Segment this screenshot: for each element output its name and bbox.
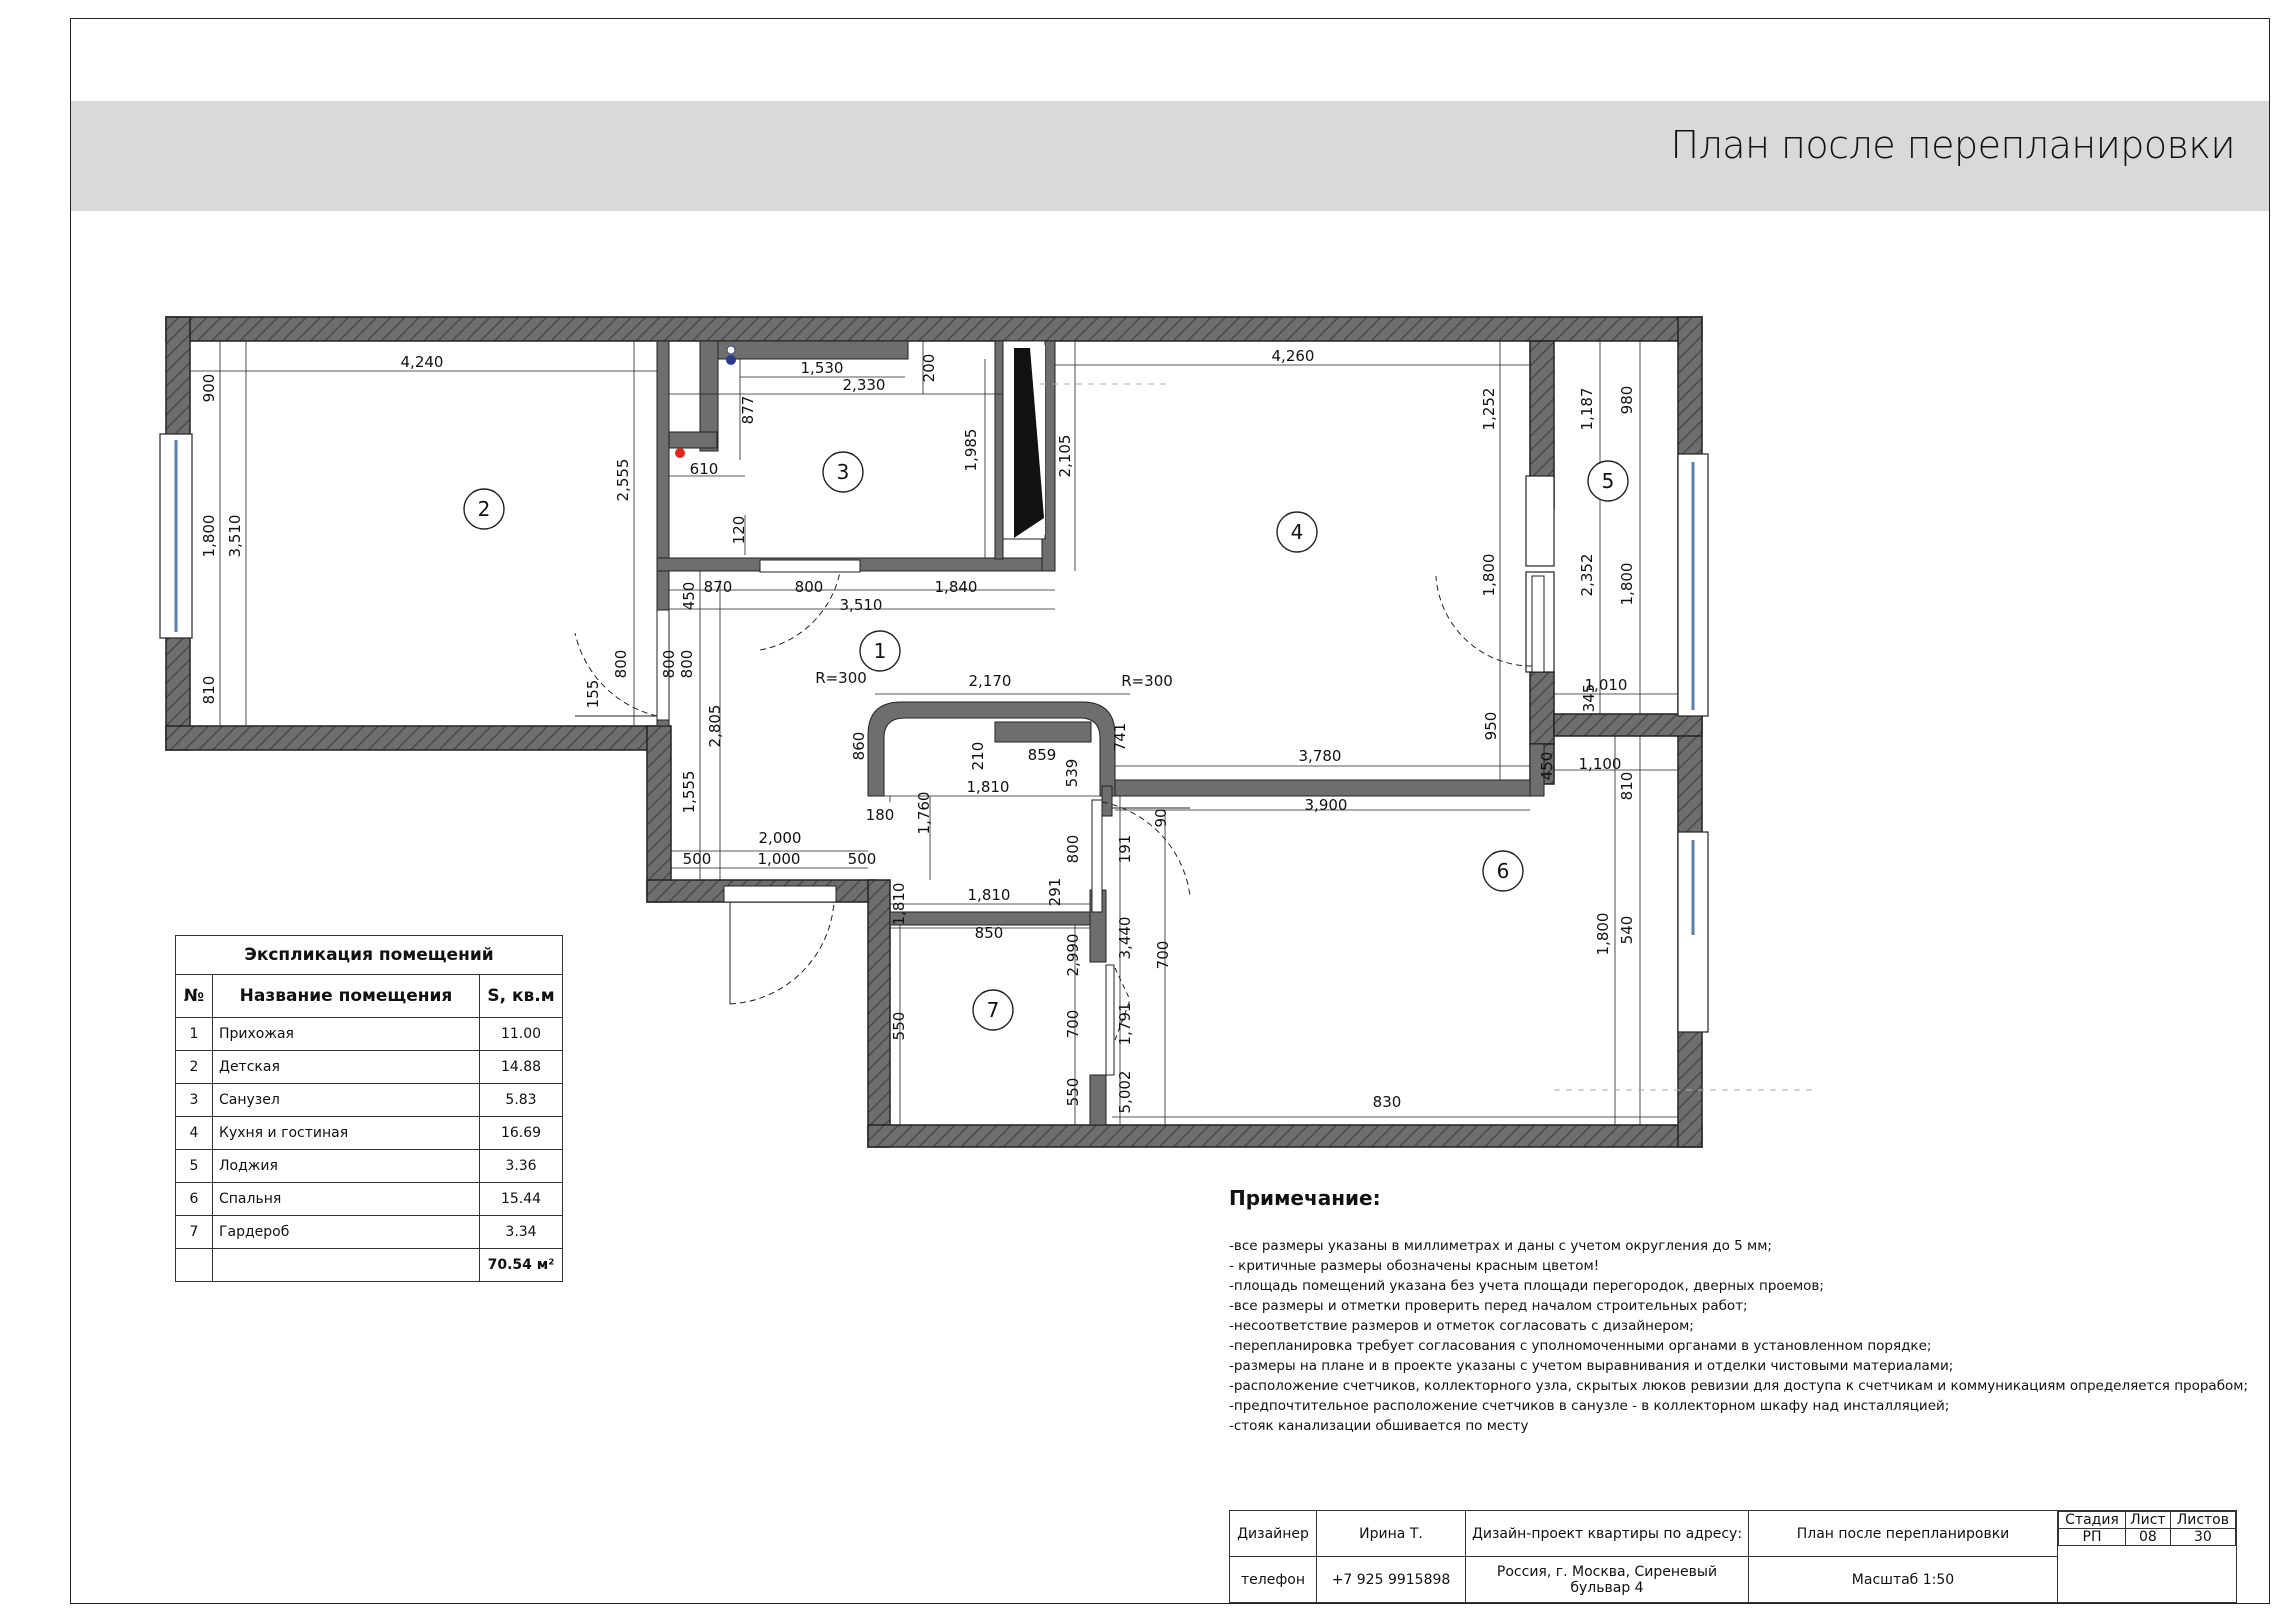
dimension-label: 191 [1116,834,1134,864]
room-marker-5 [1588,461,1628,501]
dimension-label: 200 [920,353,938,383]
dimension-label: 4,260 [1271,347,1315,365]
row-num: 2 [176,1051,213,1084]
designer-label: Дизайнер [1230,1511,1317,1557]
table-row [176,1183,563,1216]
row-num: 1 [176,1018,213,1051]
row-area: 11.00 [480,1018,563,1051]
row-num: 7 [176,1216,213,1249]
row-name: Детская [213,1051,480,1084]
note-line: -все размеры и отметки проверить перед началом строительных работ; [1229,1298,1748,1314]
dimension-label: 1,187 [1578,387,1596,431]
dimension-label: 3,510 [839,596,883,614]
row-area: 5.83 [480,1084,563,1117]
note-line: -площадь помещений указана без учета площади перегородок, дверных проемов; [1229,1278,1824,1294]
sheets-total: 30 [2170,1529,2235,1546]
dimension-label: 1,985 [962,428,980,472]
room-marker-4 [1277,512,1317,552]
stage-value: РП [2059,1529,2126,1546]
dimension-label: 500 [847,850,877,868]
table-row [176,1216,563,1249]
dimension-label: 800 [612,649,630,679]
row-name: Спальня [213,1183,480,1216]
dimension-label: 610 [689,460,719,478]
dimension-label: 120 [730,515,748,545]
dimension-label: 1,530 [800,359,844,377]
table-row [176,1117,563,1150]
dimension-label: 741 [1111,722,1129,752]
note-line: -размеры на плане и в проекте указаны с учетом выравнивания и отделки чистовыми материалами; [1229,1358,1954,1374]
total-empty-num [176,1249,213,1282]
dimension-label: 700 [1064,1009,1082,1039]
room-number: 2 [477,497,491,521]
dimension-label: 550 [1064,1077,1082,1107]
dimension-label: 1,252 [1480,387,1498,431]
dimension-label: 2,352 [1578,553,1596,597]
dimension-label: 810 [200,675,218,705]
row-num: 6 [176,1183,213,1216]
table-row [176,1018,563,1051]
note-line: -все размеры указаны в миллиметрах и даны с учетом округления до 5 мм; [1229,1238,1772,1254]
project-line1: Дизайн-проект квартиры по адресу: [1466,1511,1749,1557]
dimension-label: 2,105 [1056,434,1074,478]
row-num: 3 [176,1084,213,1117]
note-line: -предпочтительное расположение счетчиков в санузле - в коллекторном шкафу над инсталляцией; [1229,1398,1950,1414]
notes-block [1229,1186,2249,1436]
dimension-label: 3,440 [1116,916,1134,960]
dimension-label: 540 [1618,915,1636,945]
dimension-label: 210 [969,741,987,771]
dimension-label: R=300 [1121,672,1173,690]
col-header-name: Название помещения [213,975,480,1018]
room-number: 4 [1290,520,1304,544]
dimension-label: 1,000 [757,850,801,868]
sheet-number: 08 [2126,1529,2171,1546]
dimension-label: 2,990 [1064,933,1082,977]
dimension-label: 1,800 [1618,562,1636,606]
row-name: Кухня и гостиная [213,1117,480,1150]
riser-blue-icon [726,355,736,365]
dimension-label: 800 [678,649,696,679]
note-line: -несоответствие размеров и отметок согласовать с дизайнером; [1229,1318,1694,1334]
row-area: 3.34 [480,1216,563,1249]
notes-title: Примечание: [1229,1186,1381,1210]
dimension-label: 1,810 [967,886,1011,904]
total-area: 70.54 м² [480,1249,563,1282]
explication-caption: Экспликация помещений [176,936,563,975]
sheet-title: План после перепланировки [1670,123,2235,167]
table-row [176,1150,563,1183]
stage-table [2058,1511,2236,1546]
sheet-label: Лист [2126,1512,2171,1529]
title-block [1229,1510,2237,1603]
room-marker-7 [973,990,1013,1030]
dimension-label: 1,555 [680,770,698,814]
ventilation-shaft [1003,341,1045,539]
dimension-label: 800 [794,578,824,596]
col-header-area: S, кв.м [480,975,563,1018]
note-line: - критичные размеры обозначены красным цветом! [1229,1258,1600,1274]
dimension-label: 1,810 [890,882,908,926]
dimension-label: 850 [974,924,1004,942]
dimension-label: 2,000 [758,829,802,847]
dimension-label: 1,800 [1594,912,1612,956]
row-area: 3.36 [480,1150,563,1183]
dimension-label: 1,840 [934,578,978,596]
dimension-label: 700 [1154,940,1172,970]
dimension-label: 180 [865,806,895,824]
dimension-label: 1,800 [1480,553,1498,597]
dimension-label: 3,780 [1298,747,1342,765]
dimension-label: 450 [680,581,698,611]
stage-label: Стадия [2059,1512,2126,1529]
dimension-label: 4,240 [400,353,444,371]
row-name: Лоджия [213,1150,480,1183]
row-area: 14.88 [480,1051,563,1084]
room-marker-1 [860,631,900,671]
dimension-label: 800 [1064,834,1082,864]
row-area: 16.69 [480,1117,563,1150]
dimension-label: 950 [1482,711,1500,741]
room-marker-6 [1483,851,1523,891]
dimension-label: 860 [850,731,868,761]
dimension-label: 1,810 [966,778,1010,796]
phone-number: +7 925 9915898 [1317,1557,1466,1603]
dimension-label: 155 [584,679,602,709]
note-line: -стояк канализации обшивается по месту [1229,1418,1529,1434]
phone-label: телефон [1230,1557,1317,1603]
col-header-num: № [176,975,213,1018]
dimension-label: 3,900 [1304,796,1348,814]
dimension-label: 1,010 [1584,676,1628,694]
dimension-label: 90 [1152,808,1170,828]
dimension-label: 810 [1618,771,1636,801]
partitions [657,341,1544,1125]
room-marker-2 [464,489,504,529]
room-number: 1 [873,639,887,663]
dimension-label: 830 [1372,1093,1402,1111]
dimension-label: 450 [1538,751,1556,781]
dimension-label: 2,170 [968,672,1012,690]
dimension-label: 980 [1618,385,1636,415]
dimension-label: 2,330 [842,376,886,394]
row-name: Санузел [213,1084,480,1117]
dimension-label: 870 [703,578,733,596]
riser-red-icon [675,448,685,458]
dimension-label: 291 [1046,877,1064,907]
dimension-label: 1,791 [1116,1002,1134,1046]
stage-box [2058,1511,2237,1603]
dimension-label: R=300 [815,669,867,687]
dimension-label: 859 [1027,746,1057,764]
total-row [176,1249,563,1282]
sheet-name: План после перепланировки [1749,1511,2058,1557]
table-row [176,1051,563,1084]
sheets-label: Листов [2170,1512,2235,1529]
room-number: 7 [986,998,1000,1022]
dimension-label: 500 [682,850,712,868]
room-number: 5 [1601,469,1615,493]
note-line: -расположение счетчиков, коллекторного узла, скрытых люков ревизии для доступа к счетчикам и коммуникациям определяется прорабом; [1229,1378,2249,1394]
dimension-label: 345 [1580,683,1598,713]
row-name: Гардероб [213,1216,480,1249]
room-marker-3 [823,452,863,492]
dimension-label: 1,760 [915,791,933,835]
row-num: 5 [176,1150,213,1183]
designer-name: Ирина Т. [1317,1511,1466,1557]
dimension-label: 2,805 [706,704,724,748]
dimension-label: 1,100 [1578,755,1622,773]
note-line: -перепланировка требует согласования с уполномоченными органами в установленном порядке; [1229,1338,1932,1354]
explication-table [175,935,563,1282]
table-row [176,1084,563,1117]
room-number: 6 [1496,859,1510,883]
dimension-label: 539 [1063,758,1081,788]
scale: Масштаб 1:50 [1749,1557,2058,1603]
dimension-label: 800 [660,649,678,679]
dimension-label: 2,555 [614,458,632,502]
dimension-label: 900 [200,373,218,403]
riser-outline-icon [727,346,735,354]
dimension-label: 550 [890,1011,908,1041]
row-name: Прихожая [213,1018,480,1051]
row-area: 15.44 [480,1183,563,1216]
project-line2: Россия, г. Москва, Сиреневый бульвар 4 [1466,1557,1749,1603]
dimension-label: 877 [739,395,757,425]
dimension-label: 5,002 [1116,1070,1134,1114]
dimension-label: 1,800 [200,514,218,558]
room-number: 3 [836,460,850,484]
total-empty-name [213,1249,480,1282]
dimension-label: 3,510 [226,514,244,558]
row-num: 4 [176,1117,213,1150]
